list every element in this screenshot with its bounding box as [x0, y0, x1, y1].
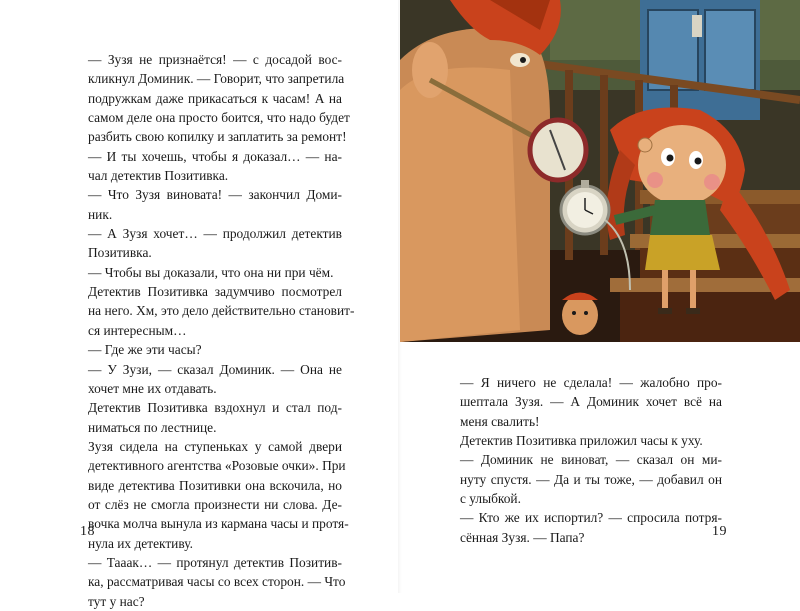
- text-line: ка, рассматривая часы со всех сторон. — Что: [88, 574, 346, 590]
- text-line: ник.: [88, 206, 113, 222]
- text-line: Детектив Позитивка приложил часы к уху.: [460, 433, 703, 449]
- left-page: [0, 0, 400, 609]
- book-illustration-detective-and-girl-icon: [400, 0, 800, 342]
- text-line: — Кто же их испортил? — спросила потря-: [460, 510, 722, 526]
- text-line: разбить свою копилку и заплатить за ремонт!: [88, 129, 347, 145]
- text-line: — Я ничего не сделала! — жалобно про-: [460, 375, 722, 390]
- text-line: Детектив Позитивка задумчиво посмотрел: [88, 284, 342, 300]
- text-line: подружкам даже прикасаться к часам! А на: [88, 90, 342, 106]
- text-line: — Что Зузя виновата! — закончил Доми-: [88, 187, 342, 203]
- text-line: — Тааак… — протянул детектив Позитив-: [88, 554, 342, 570]
- text-line: сённая Зузя. — Папа?: [460, 529, 585, 545]
- text-line: — А Зузя хочет… — продолжил детектив: [88, 226, 342, 242]
- text-line: ниматься по лестнице.: [88, 419, 217, 435]
- text-line: — Зузя не признаётся! — с досадой вос-: [88, 52, 342, 67]
- text-line: на него. Хм, это дело действительно становит-: [88, 303, 355, 319]
- page-number-left: 18: [80, 524, 95, 539]
- text-line: Зузя сидела на ступеньках у самой двери: [88, 438, 342, 454]
- text-line: детективного агентства «Розовые очки». При: [88, 458, 346, 474]
- text-line: вочка молча вынула из кармана часы и протя-: [88, 516, 349, 532]
- text-line: чал детектив Позитивка.: [88, 168, 229, 184]
- page-number-right: 19: [712, 524, 727, 539]
- right-page-text: [460, 373, 722, 547]
- text-line: ся интересным…: [88, 322, 187, 338]
- text-line: — Доминик не виноват, — сказал он ми-: [460, 452, 722, 468]
- text-line: с улыбкой.: [460, 491, 521, 507]
- text-line: хочет мне их отдавать.: [88, 380, 217, 396]
- text-line: — И ты хочешь, чтобы я доказал… — на-: [88, 148, 342, 164]
- text-line: Детектив Позитивка вздохнул и стал под-: [88, 400, 342, 416]
- text-line: нуту спустя. — Да и ты тоже, — добавил он: [460, 471, 722, 487]
- text-line: нула их детективу.: [88, 535, 193, 551]
- text-line: — У Зузи, — сказал Доминик. — Она не: [88, 361, 342, 377]
- illustration: [400, 0, 800, 342]
- text-line: кликнул Доминик. — Говорит, что запретила: [88, 71, 345, 87]
- text-line: — Где же эти часы?: [88, 342, 202, 358]
- text-line: тут у нас?: [88, 593, 145, 609]
- text-line: от слёз не смогла произнести ни слова. Де-: [88, 496, 342, 512]
- text-line: шептала Зузя. — А Доминик хочет всё на: [460, 394, 722, 410]
- text-line: виде детектива Позитивки она вскочила, но: [88, 477, 342, 493]
- text-line: — Чтобы вы доказали, что она ни при чём.: [88, 264, 334, 280]
- text-line: самом деле она просто боится, что надо будет: [88, 110, 350, 126]
- text-line: Позитивка.: [88, 245, 152, 261]
- text-line: меня свалить!: [460, 413, 540, 429]
- left-page-text: [88, 50, 355, 611]
